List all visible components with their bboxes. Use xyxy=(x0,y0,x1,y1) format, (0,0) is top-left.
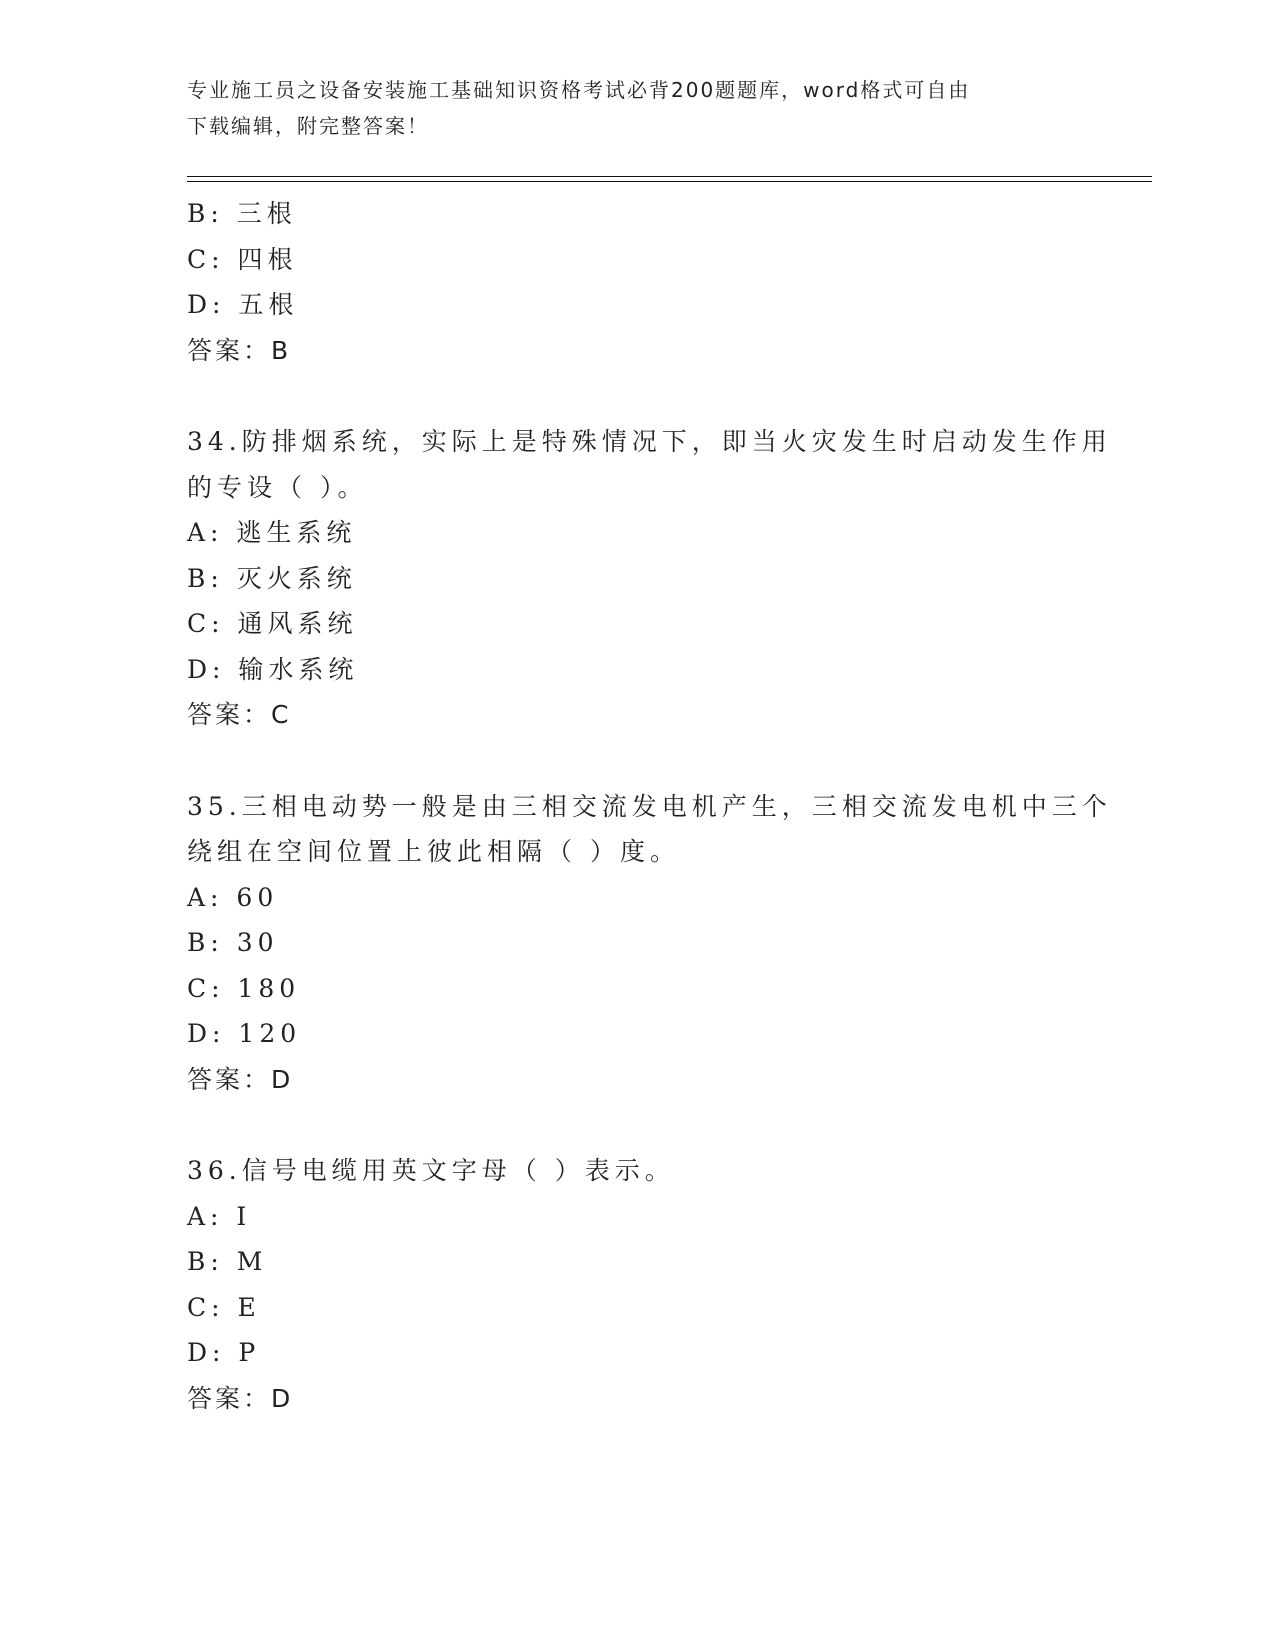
answer-line: 答案：D xyxy=(187,1064,294,1094)
question-content xyxy=(187,191,1112,1421)
answer-line: 答案：B xyxy=(187,335,292,365)
question-stem: 绕组在空间位置上彼此相隔（ ）度。 xyxy=(187,837,680,866)
question-36 xyxy=(187,1148,1087,1421)
header-text-line: 专业施工员之设备安装施工基础知识资格考试必背200题题库，word格式可自由 xyxy=(187,78,971,102)
header-divider xyxy=(187,176,1152,177)
question-35 xyxy=(187,784,1112,1103)
question-34 xyxy=(187,419,1112,738)
option-c: C: 180 xyxy=(187,973,301,1003)
question-stem: 36.信号电缆用英文字母（ ）表示。 xyxy=(187,1156,675,1185)
question-stem: 35.三相电动势一般是由三相交流发电机产生，三相交流发电机中三个 xyxy=(187,791,1112,821)
document-header xyxy=(187,72,1067,144)
header-text-line: 下载编辑，附完整答案！ xyxy=(187,114,429,138)
option-c: C: 四根 xyxy=(187,244,298,274)
answer-line: 答案：C xyxy=(187,700,292,729)
option-d: D: 120 xyxy=(187,1019,302,1048)
option-d: D: 输水系统 xyxy=(187,654,359,684)
option-c: C: 通风系统 xyxy=(187,609,358,638)
option-a: A: 逃生系统 xyxy=(187,518,357,547)
header-divider xyxy=(187,181,1152,182)
question-stem: 的专设（ ）。 xyxy=(187,472,368,502)
question-stem: 34.防排烟系统，实际上是特殊情况下，即当火灾发生时启动发生作用 xyxy=(187,427,1112,456)
option-d: D: P xyxy=(187,1338,261,1367)
option-a: A: I xyxy=(187,1201,252,1231)
option-b: B: 三根 xyxy=(187,199,297,228)
option-b: B: 灭火系统 xyxy=(187,563,357,593)
carryover-question xyxy=(187,191,1087,373)
option-a: A: 60 xyxy=(187,882,279,912)
answer-line: 答案：D xyxy=(187,1383,294,1413)
option-b: B: M xyxy=(187,1247,268,1276)
option-c: C: E xyxy=(187,1292,261,1322)
option-b: B: 30 xyxy=(187,928,279,957)
option-d: D: 五根 xyxy=(187,290,299,319)
